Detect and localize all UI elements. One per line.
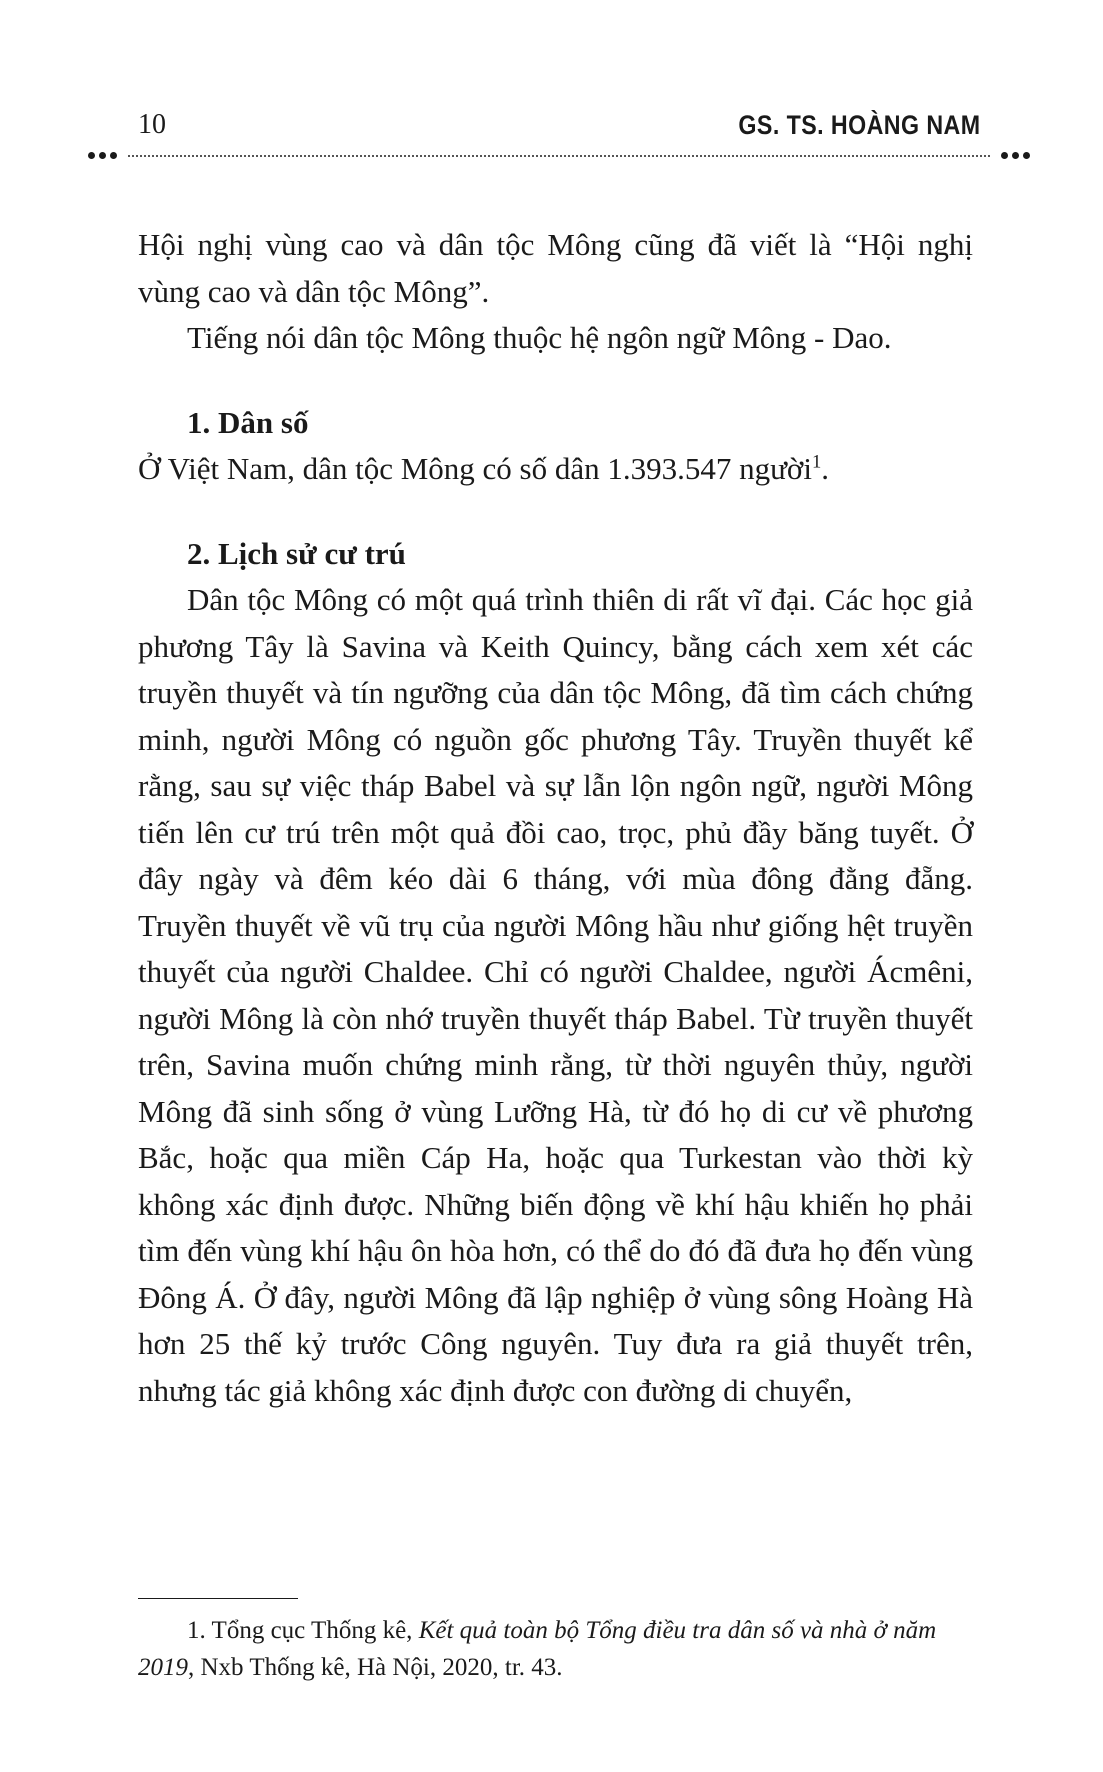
divider-dots-left <box>88 150 117 159</box>
paragraph-population <box>138 446 973 493</box>
population-end: . <box>821 451 829 486</box>
divider-dots-right <box>1001 150 1030 159</box>
paragraph-history: Dân tộc Mông có một quá trình thiên di rất vĩ đại. Các học giả phương Tây là Savina và Keith Quincy, bằng cách xem xét các truyền thuyết và tín ngưỡng của dân tộc Mông, đã tìm cách chứng minh, người Mông có nguồn gốc phương Tây. Truyền thuyết kể rằng, sau sự việc tháp Babel và sự lẫn lộn ngôn ngữ, người Mông tiến lên cư trú trên một quả đồi cao, trọc, phủ đầy băng tuyết. Ở đây ngày và đêm kéo dài 6 tháng, với mùa đông đằng đẵng. Truyền thuyết về vũ trụ của người Mông hầu như giống hệt truyền thuyết của người Chaldee. Chỉ có người Chaldee, người Ácmêni, người Mông là còn nhớ truyền thuyết tháp Babel. Từ truyền thuyết trên, Savina muốn chứng minh rằng, từ thời nguyên thủy, người Mông đã sinh sống ở vùng Lưỡng Hà, từ đó họ di cư về phương Bắc, hoặc qua miền Cáp Ha, hoặc qua Turkestan vào thời kỳ không xác định được. Những biến động về khí hậu khiến họ phải tìm đến vùng khí hậu ôn hòa hơn, có thể do đó đã đưa họ đến vùng Đông Á. Ở đây, người Mông đã lập nghiệp ở vùng sông Hoàng Hà hơn 25 thế kỷ trước Công nguyên. Tuy đưa ra giả thuyết trên, nhưng tác giả không xác định được con đường di chuyển, <box>138 582 973 1408</box>
population-text: Ở Việt Nam, dân tộc Mông có số dân 1.393.547 người <box>138 451 812 486</box>
footnote-suffix: , Nxb Thống kê, Hà Nội, 2020, tr. 43. <box>188 1654 563 1681</box>
footnote-title: Kết quả toàn bộ Tổng điều tra dân số và nhà ở năm 2019 <box>138 1617 937 1681</box>
body-text <box>138 222 973 1414</box>
page-number: 10 <box>138 109 166 140</box>
section-heading-population: 1. Dân số <box>187 404 309 440</box>
footnote <box>138 1612 973 1686</box>
footnote-divider <box>138 1598 298 1599</box>
header-divider <box>88 150 1030 162</box>
footnote-prefix: 1. Tổng cục Thống kê, <box>187 1617 419 1644</box>
running-header-title: GS. TS. HOÀNG NAM <box>738 110 981 140</box>
footnote-reference[interactable]: 1 <box>811 451 822 473</box>
divider-dotted-line <box>128 155 990 157</box>
paragraph-language: Tiếng nói dân tộc Mông thuộc hệ ngôn ngữ Mông - Dao. <box>187 320 892 355</box>
paragraph-continued: Hội nghị vùng cao và dân tộc Mông cũng đã viết là “Hội nghị vùng cao và dân tộc Mông”. <box>138 227 973 309</box>
section-heading-history: 2. Lịch sử cư trú <box>187 535 406 571</box>
